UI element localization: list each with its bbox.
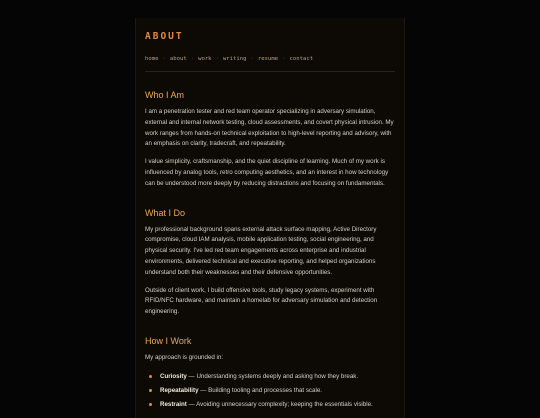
principles-list — [145, 370, 395, 412]
section-how-i-work — [145, 336, 395, 412]
page-title: ABOUT — [145, 31, 184, 42]
nav-link-contact[interactable]: contact — [289, 56, 314, 62]
list-item-term: Repeatability — [160, 386, 199, 394]
list-item-desc: — Building tooling and processes that scale. — [198, 386, 322, 394]
list-item — [145, 384, 395, 398]
list-item-desc: — Understanding systems deeply and asking how they break. — [186, 372, 359, 380]
paragraph: I value simplicity, craftsmanship, and the quiet discipline of learning. Much of my work is influenced by analog tools, retro computing aesthetics, and an interest in how technology can be understood more deeply by reducing distractions and focusing on fundamentals. — [145, 158, 389, 187]
paragraph: My professional background spans external attack surface mapping, Active Directory compromise, cloud IAM analysis, mobile application testing, social engineering, and physical security. I've led red team engagements across enterprise and industrial environments, delivered technical and executive reporting, and helped organizations understand both their weaknesses and their defensive opportunities. — [145, 225, 377, 276]
paragraph: I am a penetration tester and red team operator specializing in adversary simulation, external and internal network testing, cloud assessments, and covert physical intrusion. My work ranges from hands-on technical exploitation to high-level reporting and advisory, with an emphasis on clarity, tradecraft, and repeatability. — [145, 108, 394, 148]
header-divider — [145, 71, 395, 72]
nav-link-about[interactable]: about — [169, 56, 187, 62]
nav-link-writing[interactable]: writing — [222, 56, 247, 62]
nav-separator: · — [215, 56, 219, 62]
section-heading: How I Work — [145, 335, 192, 346]
section-who-i-am — [145, 90, 395, 190]
paragraph: My approach is grounded in: — [145, 353, 224, 361]
list-item — [145, 370, 395, 384]
bullet-icon — [149, 389, 152, 392]
bullet-icon — [149, 375, 152, 378]
top-nav — [145, 56, 395, 62]
list-item-term: Curiosity — [160, 372, 187, 380]
nav-separator: · — [282, 56, 286, 62]
nav-separator: · — [162, 56, 166, 62]
nav-link-home[interactable]: home — [145, 56, 159, 62]
bullet-icon — [149, 403, 152, 406]
nav-separator: · — [250, 56, 254, 62]
nav-separator: · — [190, 56, 195, 62]
nav-link-resume[interactable]: resume — [257, 56, 279, 62]
section-what-i-do — [145, 208, 395, 318]
paragraph: Outside of client work, I build offensive tools, study legacy systems, experiment with RFID/NFC hardware, and maintain a homelab for adversary simulation and detection engineering. — [145, 286, 378, 316]
section-heading: Who I Am — [145, 90, 185, 100]
nav-link-work[interactable]: work — [198, 56, 212, 62]
content-panel — [135, 18, 405, 418]
list-item-desc: — Avoiding unnecessary complexity; keeping the essentials visible. — [186, 400, 373, 408]
list-item-term: Restraint — [160, 400, 187, 408]
section-heading: What I Do — [145, 207, 186, 218]
